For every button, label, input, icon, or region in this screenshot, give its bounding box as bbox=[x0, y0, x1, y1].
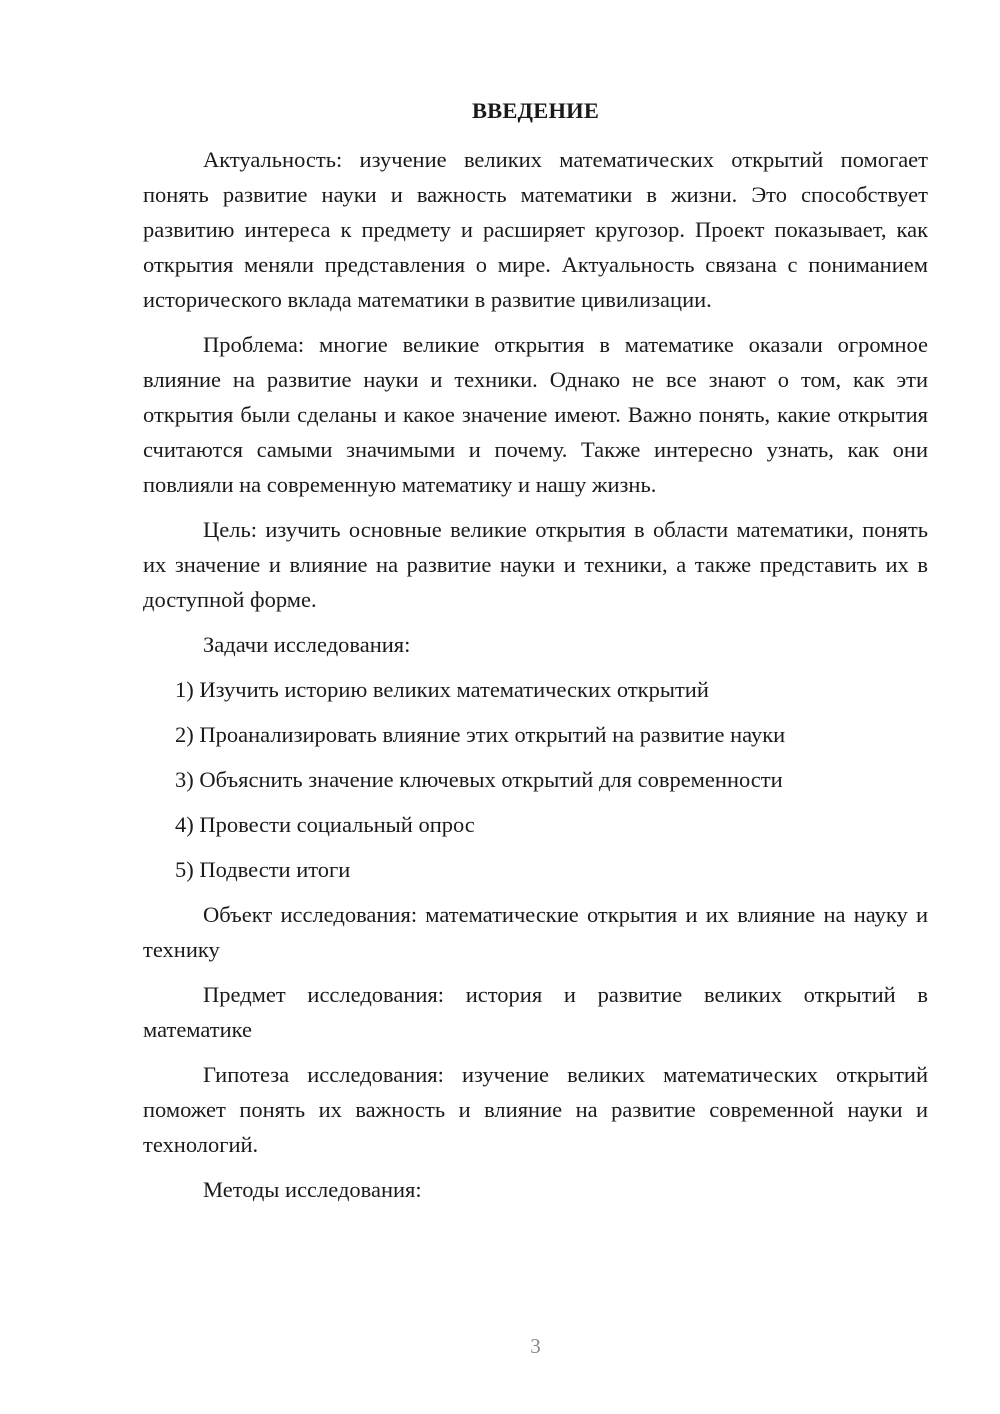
task-item-5: 5) Подвести итоги bbox=[175, 857, 351, 882]
paragraph-relevance: Актуальность: изучение великих математических открытий помогает понять развитие науки и важность математики в жизни. Это способствует развитию интереса к предмету и расширяет кругозор. Проект показывает, как открытия меняли представления о мире. Актуальность связана с пониманием исторического вклада математики в развитие цивилизации. bbox=[143, 147, 928, 312]
task-item-3: 3) Объяснить значение ключевых открытий для современности bbox=[175, 767, 783, 792]
paragraph-object: Объект исследования: математические открытия и их влияние на науку и технику bbox=[143, 902, 928, 962]
paragraph-goal: Цель: изучить основные великие открытия в области математики, понять их значение и влияние на развитие науки и техники, а также представить их в доступной форме. bbox=[143, 517, 928, 612]
methods-heading: Методы исследования: bbox=[203, 1177, 422, 1202]
paragraph-problem: Проблема: многие великие открытия в математике оказали огромное влияние на развитие науки и техники. Однако не все знают о том, как эти открытия были сделаны и какое значение имеют. Важно понять, какие открытия считаются самыми значимыми и почему. Также интересно узнать, как они повлияли на современную математику и нашу жизнь. bbox=[143, 332, 928, 497]
task-item-1: 1) Изучить историю великих математических открытий bbox=[175, 677, 709, 702]
paragraph-subject: Предмет исследования: история и развитие великих открытий в математике bbox=[143, 982, 928, 1042]
page-content bbox=[143, 96, 928, 1217]
section-title: ВВЕДЕНИЕ bbox=[471, 98, 600, 123]
page-number: 3 bbox=[530, 1334, 541, 1358]
tasks-heading: Задачи исследования: bbox=[203, 632, 411, 657]
task-item-4: 4) Провести социальный опрос bbox=[175, 812, 475, 837]
paragraph-hypothesis: Гипотеза исследования: изучение великих математических открытий поможет понять их важность и влияние на развитие современной науки и технологий. bbox=[143, 1062, 928, 1157]
task-item-2: 2) Проанализировать влияние этих открытий на развитие науки bbox=[175, 722, 786, 747]
